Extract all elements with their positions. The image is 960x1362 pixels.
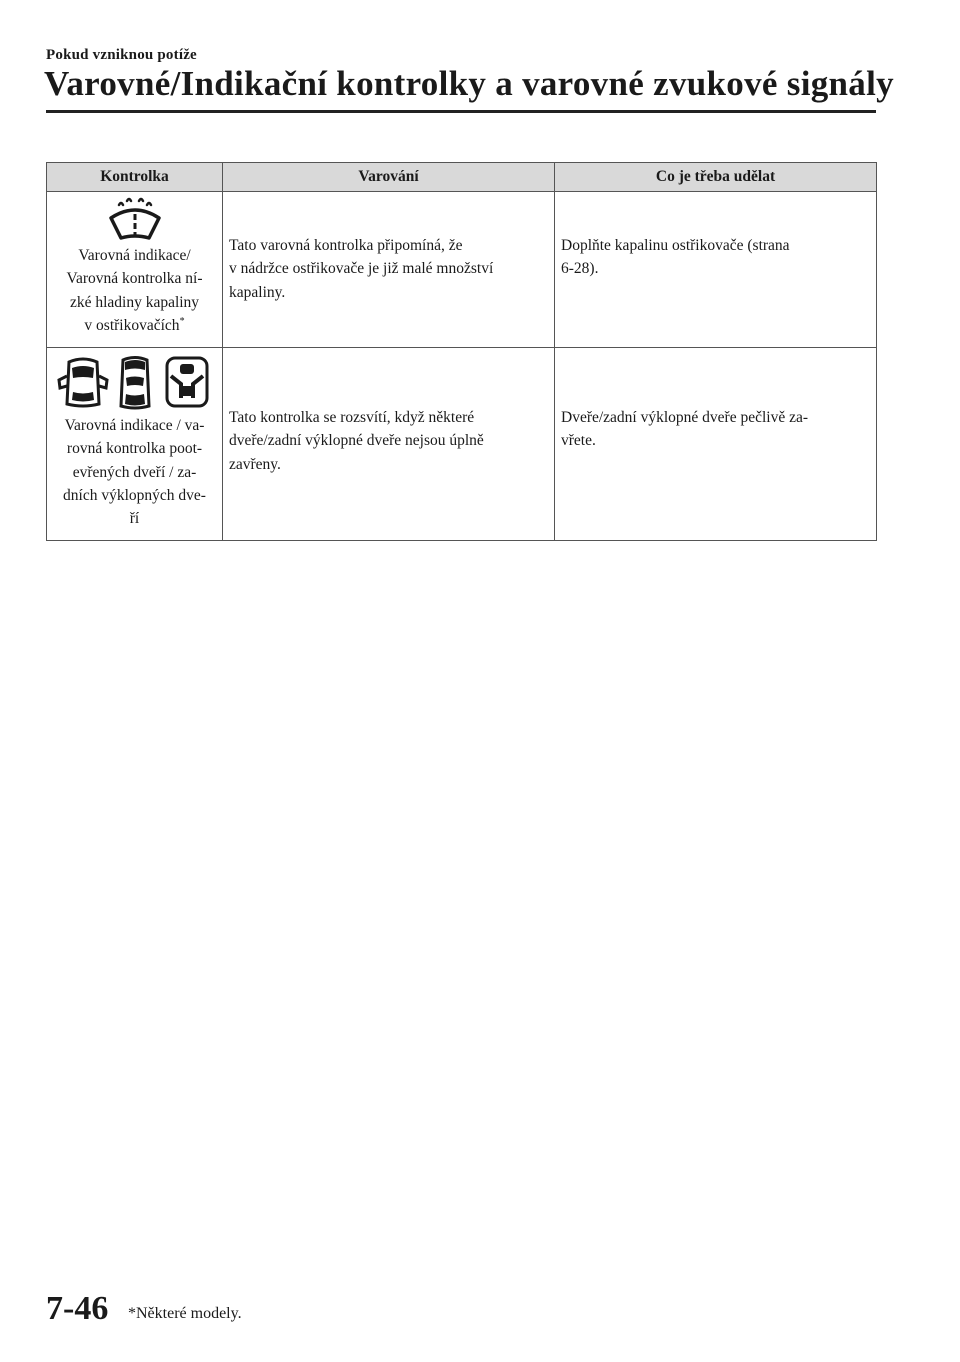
indicator-cell [47, 192, 223, 348]
indicator-cell [47, 348, 223, 541]
warning-line: Tato kontrolka se rozsvítí, když některé [229, 409, 475, 427]
rear-hatch-open-car-icon [121, 358, 149, 409]
washer-fluid-icon [105, 196, 165, 244]
warning-cell [223, 348, 555, 541]
action-cell [555, 348, 877, 541]
column-header-varovani: Varování [223, 163, 555, 192]
warning-line: dveře/zadní výklopné dveře nejsou úplně [229, 432, 484, 450]
indicator-label-line: ří [129, 510, 140, 528]
action-line: Doplňte kapalinu ostřikovače (strana [561, 237, 790, 254]
table-row [47, 192, 877, 348]
indicator-label-line: Varovná kontrolka ní- [66, 270, 203, 288]
action-line: 6-28). [561, 260, 599, 278]
column-header-co-delat: Co je třeba udělat [555, 163, 877, 192]
title-rule [46, 110, 876, 113]
warning-line: v nádržce ostřikovače je již malé množství [229, 260, 494, 278]
section-label: Pokud vzniknou potíže [46, 47, 197, 63]
indicator-label-text: v ostřikovačích [84, 316, 180, 334]
warning-line: kapaliny. [229, 283, 286, 301]
warning-line: Tato varovná kontrolka připomíná, že [229, 237, 463, 254]
indicator-label-line: Varovná indikace / va- [64, 417, 205, 435]
warning-cell [223, 192, 555, 348]
door-open-seat-icon [167, 358, 207, 406]
indicator-label-line: evřených dveří / za- [72, 463, 197, 481]
indicator-label-line [49, 314, 220, 337]
indicator-label-line: rovná kontrolka poot- [66, 440, 203, 458]
indicator-label-line: Varovná indikace/ [78, 247, 191, 264]
page-number: 7-46 [46, 1290, 109, 1327]
warning-line: zavřeny. [229, 455, 281, 473]
page-title: Varovné/Indikační kontrolky a varovné zvukové signály [44, 64, 894, 103]
footnote: *Některé modely. [128, 1305, 242, 1322]
indicator-label-line: zké hladiny kapaliny [69, 293, 200, 311]
indicator-label-line: dních výklopných dve- [63, 486, 206, 504]
footnote-asterisk: * [179, 315, 185, 327]
table-header-row [47, 163, 877, 192]
door-warning-icons [55, 352, 215, 414]
column-header-kontrolka: Kontrolka [47, 163, 223, 192]
door-open-car-icon [59, 359, 107, 406]
action-cell [555, 192, 877, 348]
action-line: Dveře/zadní výklopné dveře pečlivě za- [561, 409, 809, 427]
action-line: vřete. [561, 432, 596, 450]
table-row [47, 348, 877, 541]
warning-lights-table [46, 162, 877, 541]
